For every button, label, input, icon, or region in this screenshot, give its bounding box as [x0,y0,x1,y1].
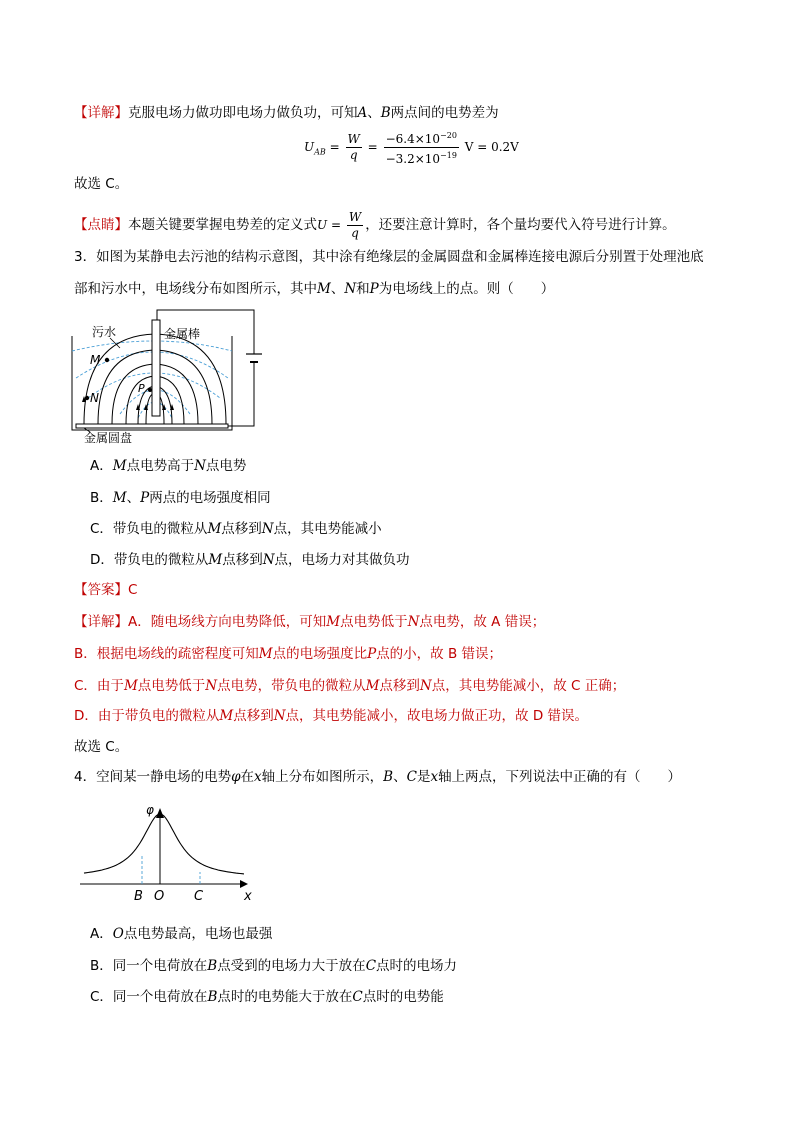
q3-detail-a: 【详解】A．随电场线方向电势降低，可知M点电势低于N点电势，故 A 错误； [74,614,546,630]
q3-line-1: 3．如图为某静电去污池的结构示意图，其中涂有绝缘层的金属圆盘和金属棒连接电源后分别置于处理池底 [74,249,704,265]
fraction-w-over-q: $\frac{W}{q}$ [347,132,360,162]
q3-detail-c: C．由于M点电势低于N点电势，带负电的微粒从M点移到N点，其电势能减小，故 C 正确； [74,678,626,694]
q3-option-b[interactable]: B．M、P两点的电场强度相同 [90,490,271,506]
q3-answer: 【答案】C [74,582,138,598]
electrostatic-tank-figure [70,306,270,444]
q3-option-d[interactable]: D．带负电的微粒从M点移到N点，电场力对其做负功 [90,552,410,568]
label-B: B [134,889,143,904]
formula-potential-difference: $U_{AB}$ = $\frac{W}{q}$ = $\frac{-6.4\times 10^{-20}}{-3.2\times 10^{-19}}$ V = 0.2V [304,128,519,167]
label-P: P [138,382,145,395]
q3-detail-b: B．根据电场线的疏密程度可知M点的电场强度比P点的小，故 B 错误； [74,646,503,662]
label-water: 污水 [92,325,117,339]
label-disk: 金属圆盘 [84,431,133,444]
potential-graph [76,800,256,904]
q3-detail-d: D．由于带负电的微粒从M点移到N点，其电势能减小，故电场力做正功，故 D 错误。 [74,708,589,724]
q3-choose: 故选 C。 [74,739,129,755]
fraction-values: $\frac{-6.4\times 10^{-20}}{-3.2\times 10^{-19}}$ [384,128,459,167]
label-C: C [194,889,204,904]
potential-curve [84,814,244,874]
label-N: N [90,391,99,405]
label-O: O [154,889,165,904]
q3-option-c[interactable]: C．带负电的微粒从M点移到N点，其电势能减小 [90,521,382,537]
x-axis-label: x [244,889,252,904]
q3-option-a[interactable]: A．M点电势高于N点电势 [90,458,247,474]
detail-line-1: 【详解】克服电场力做功即电场力做负功，可知A、B两点间的电势差为 [74,105,499,121]
label-rod: 金属棒 [164,327,201,341]
q4-option-c[interactable]: C．同一个电荷放在B点时的电势能大于放在C点时的电势能 [90,989,444,1005]
q4-option-b[interactable]: B．同一个电荷放在B点受到的电场力大于放在C点时的电场力 [90,958,458,974]
q4-option-a[interactable]: A．O点电势最高，电场也最强 [90,926,273,942]
y-axis-label: φ [146,803,154,817]
choose-line-1: 故选 C。 [74,176,129,192]
comment-line: 【点睛】本题关键要掌握电势差的定义式U = $\frac{W}{q}$ ，还要注意计算时，各个量均要代入符号进行计算。 [74,210,676,240]
label-M: M [90,353,101,367]
q4-question: 4．空间某一静电场的电势φ在x轴上分布如图所示，B、C是x轴上两点，下列说法中正确的有（ ） [74,769,682,785]
q3-line-2: 部和污水中，电场线分布如图所示，其中M、N和P为电场线上的点。则（ ） [74,281,555,297]
detail-tag: 【详解】 [74,105,128,121]
